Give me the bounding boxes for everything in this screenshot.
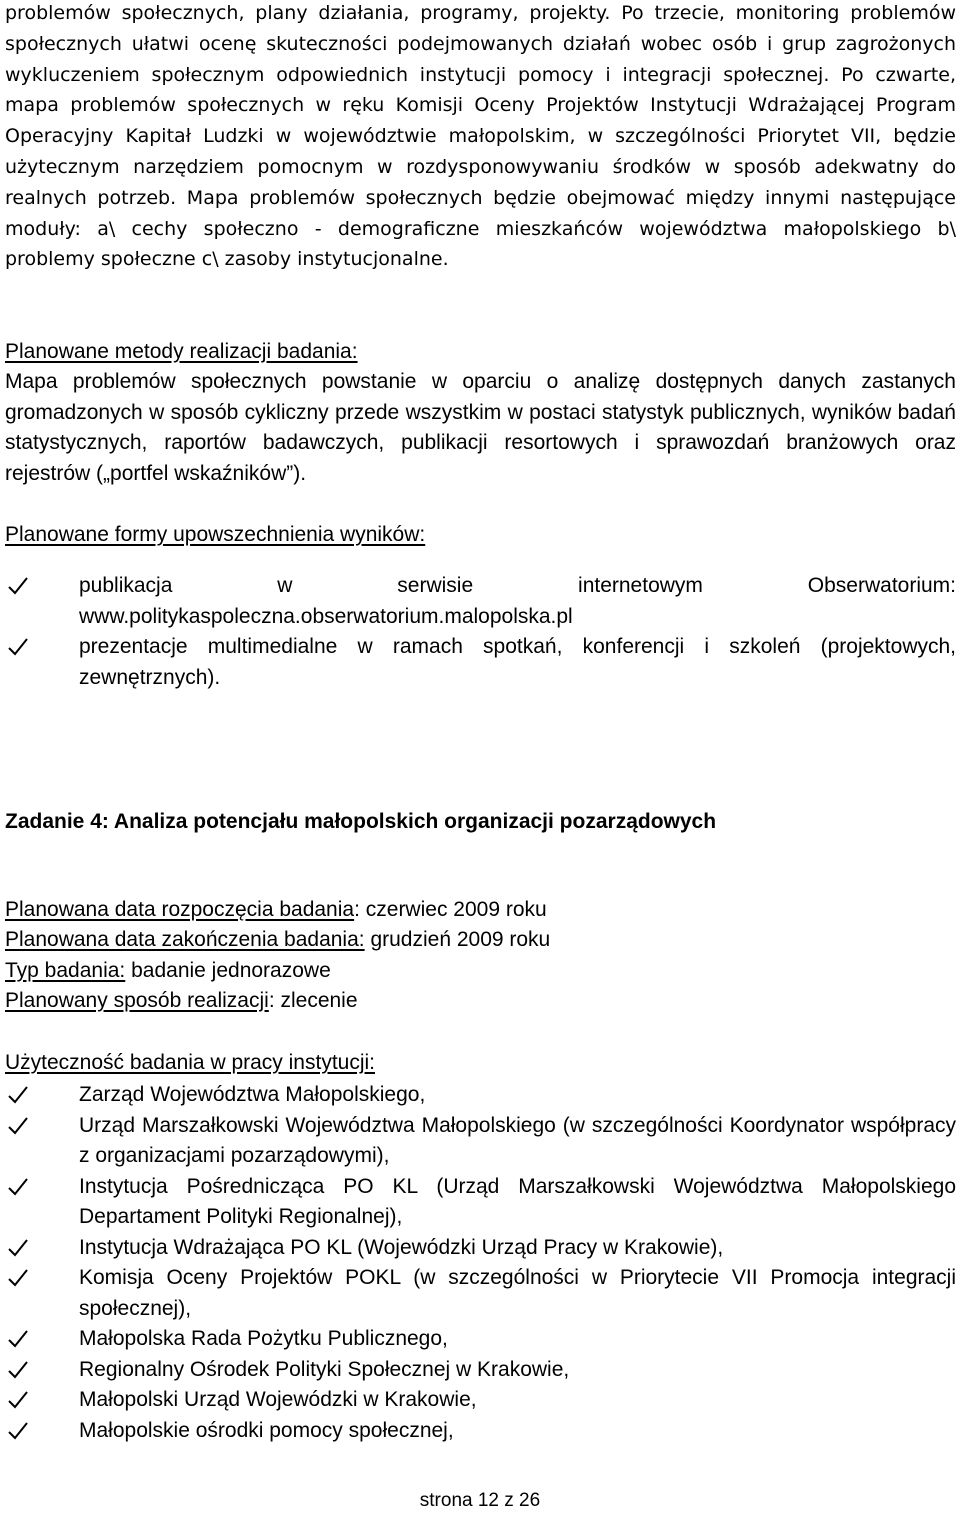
checkmark-icon xyxy=(7,1233,33,1263)
list-item-text: prezentacje multimedialne w ramach spotkań, konferencji i szkoleń (projektowych, zewnętrznych). xyxy=(79,635,956,689)
checkmark-icon xyxy=(7,1416,33,1446)
end-date-row xyxy=(5,925,550,955)
checkmark-icon xyxy=(7,1385,33,1415)
list-item xyxy=(5,1263,956,1324)
checkmark-icon xyxy=(7,1263,33,1293)
method-label: Planowany sposób realizacji xyxy=(5,989,269,1012)
page-number: strona 12 z 26 xyxy=(419,1490,541,1511)
list-item xyxy=(5,1233,956,1264)
checkmark-icon xyxy=(7,1355,33,1385)
list-item xyxy=(5,1385,956,1416)
list-item xyxy=(5,1324,956,1355)
list-item xyxy=(5,1416,956,1447)
list-item-text: Małopolska Rada Pożytku Publicznego, xyxy=(79,1327,448,1350)
method-value: : zlecenie xyxy=(268,989,358,1012)
list-item-text: Regionalny Ośrodek Polityki Społecznej w Krakowie, xyxy=(79,1357,570,1381)
intro-part1: problemów społecznych, plany działania, programy, projekty. Po trzecie, monitoring problemów społecznych ułatwi ocenę skuteczności podejmowanych działań wobec osób i grup zagrożonych wykluczeniem społecznym odpowiednich instytucji pomocy i integracji społecznej. xyxy=(5,2,956,86)
intro-paragraph xyxy=(5,0,956,275)
task4-title: Zadanie 4: Analiza potencjału małopolskich organizacji pozarządowych xyxy=(5,810,717,833)
intro-part2: Po czwarte, mapa problemów społecznych w ręku Komisji Oceny Projektów Instytucji Wdrażającej Program Operacyjny Kapitał Ludzki w województwie małopolskim, w szczególności Priorytet VII, będzie użytecznym narzędziem pomocnym w rozdysponowywaniu środków w sposób adekwatny do realnych potrzeb. Mapa problemów społecznych będzie obejmować między innymi następujące moduły: a\ cechy społeczno - demograficzne mieszkańców województwa małopolskiego b\ problemy społeczne c\ zasoby instytucjonalne. xyxy=(5,63,956,271)
checkmark-icon xyxy=(7,1172,33,1202)
website-link[interactable]: www.politykaspoleczna.obserwatorium.malopolska.pl xyxy=(79,604,573,628)
methods-heading: Planowane metody realizacji badania: xyxy=(5,340,358,363)
end-date-value: grudzień 2009 roku xyxy=(364,928,551,951)
list-item-text: Komisja Oceny Projektów POKL (w szczególności w Priorytecie VII Promocja integracji społecznej), xyxy=(79,1266,956,1320)
list-item xyxy=(5,571,956,632)
list-item xyxy=(5,1080,956,1111)
usefulness-heading: Użyteczność badania w pracy instytucji: xyxy=(5,1051,375,1074)
type-row xyxy=(5,956,331,986)
list-item xyxy=(5,1111,956,1172)
start-date-label: Planowana data rozpoczęcia badania xyxy=(5,898,355,921)
type-value: badanie jednorazowe xyxy=(125,959,331,982)
list-item-text: Małopolski Urząd Wojewódzki w Krakowie, xyxy=(79,1388,477,1411)
list-item-text: Urząd Marszałkowski Województwa Małopolskiego (w szczególności Koordynator współpracy z organizacjami pozarządowymi), xyxy=(79,1113,956,1167)
list-item-text: Małopolskie ośrodki pomocy społecznej, xyxy=(79,1418,454,1442)
methods-paragraph: Mapa problemów społecznych powstanie w oparciu o analizę dostępnych danych zastanych gromadzonych w sposób cykliczny przede wszystkim w postaci statystyk publicznych, wyników badań statystycznych, raportów badawczych, publikacji resortowych i sprawozdań branżowych oraz rejestrów („portfel wskaźników”). xyxy=(5,370,956,485)
dissemination-heading: Planowane formy upowszechnienia wyników: xyxy=(5,523,426,546)
checkmark-icon xyxy=(7,1111,33,1141)
checkmark-icon xyxy=(7,1080,33,1110)
usefulness-list xyxy=(5,1080,956,1446)
list-item xyxy=(5,1172,956,1233)
list-item-text: Instytucja Wdrażająca PO KL (Wojewódzki Urząd Pracy w Krakowie), xyxy=(79,1235,724,1259)
method-row xyxy=(5,986,358,1016)
checkmark-icon xyxy=(7,632,33,662)
list-item-text: Instytucja Pośrednicząca PO KL (Urząd Marszałkowski Województwa Małopolskiego Departament Polityki Regionalnej), xyxy=(79,1174,956,1228)
list-item xyxy=(5,632,956,693)
checkmark-icon xyxy=(7,1324,33,1354)
list-item xyxy=(5,1355,956,1386)
type-label: Typ badania: xyxy=(5,959,126,982)
end-date-label: Planowana data zakończenia badania: xyxy=(5,928,365,951)
start-date-row xyxy=(5,895,547,925)
dissemination-list xyxy=(5,571,956,693)
list-item-text: Zarząd Województwa Małopolskiego, xyxy=(79,1083,426,1106)
list-item-text: publikacja w serwisie internetowym Obserwatorium: xyxy=(79,574,956,597)
checkmark-icon xyxy=(7,571,33,601)
start-date-value: : czerwiec 2009 roku xyxy=(354,898,547,921)
